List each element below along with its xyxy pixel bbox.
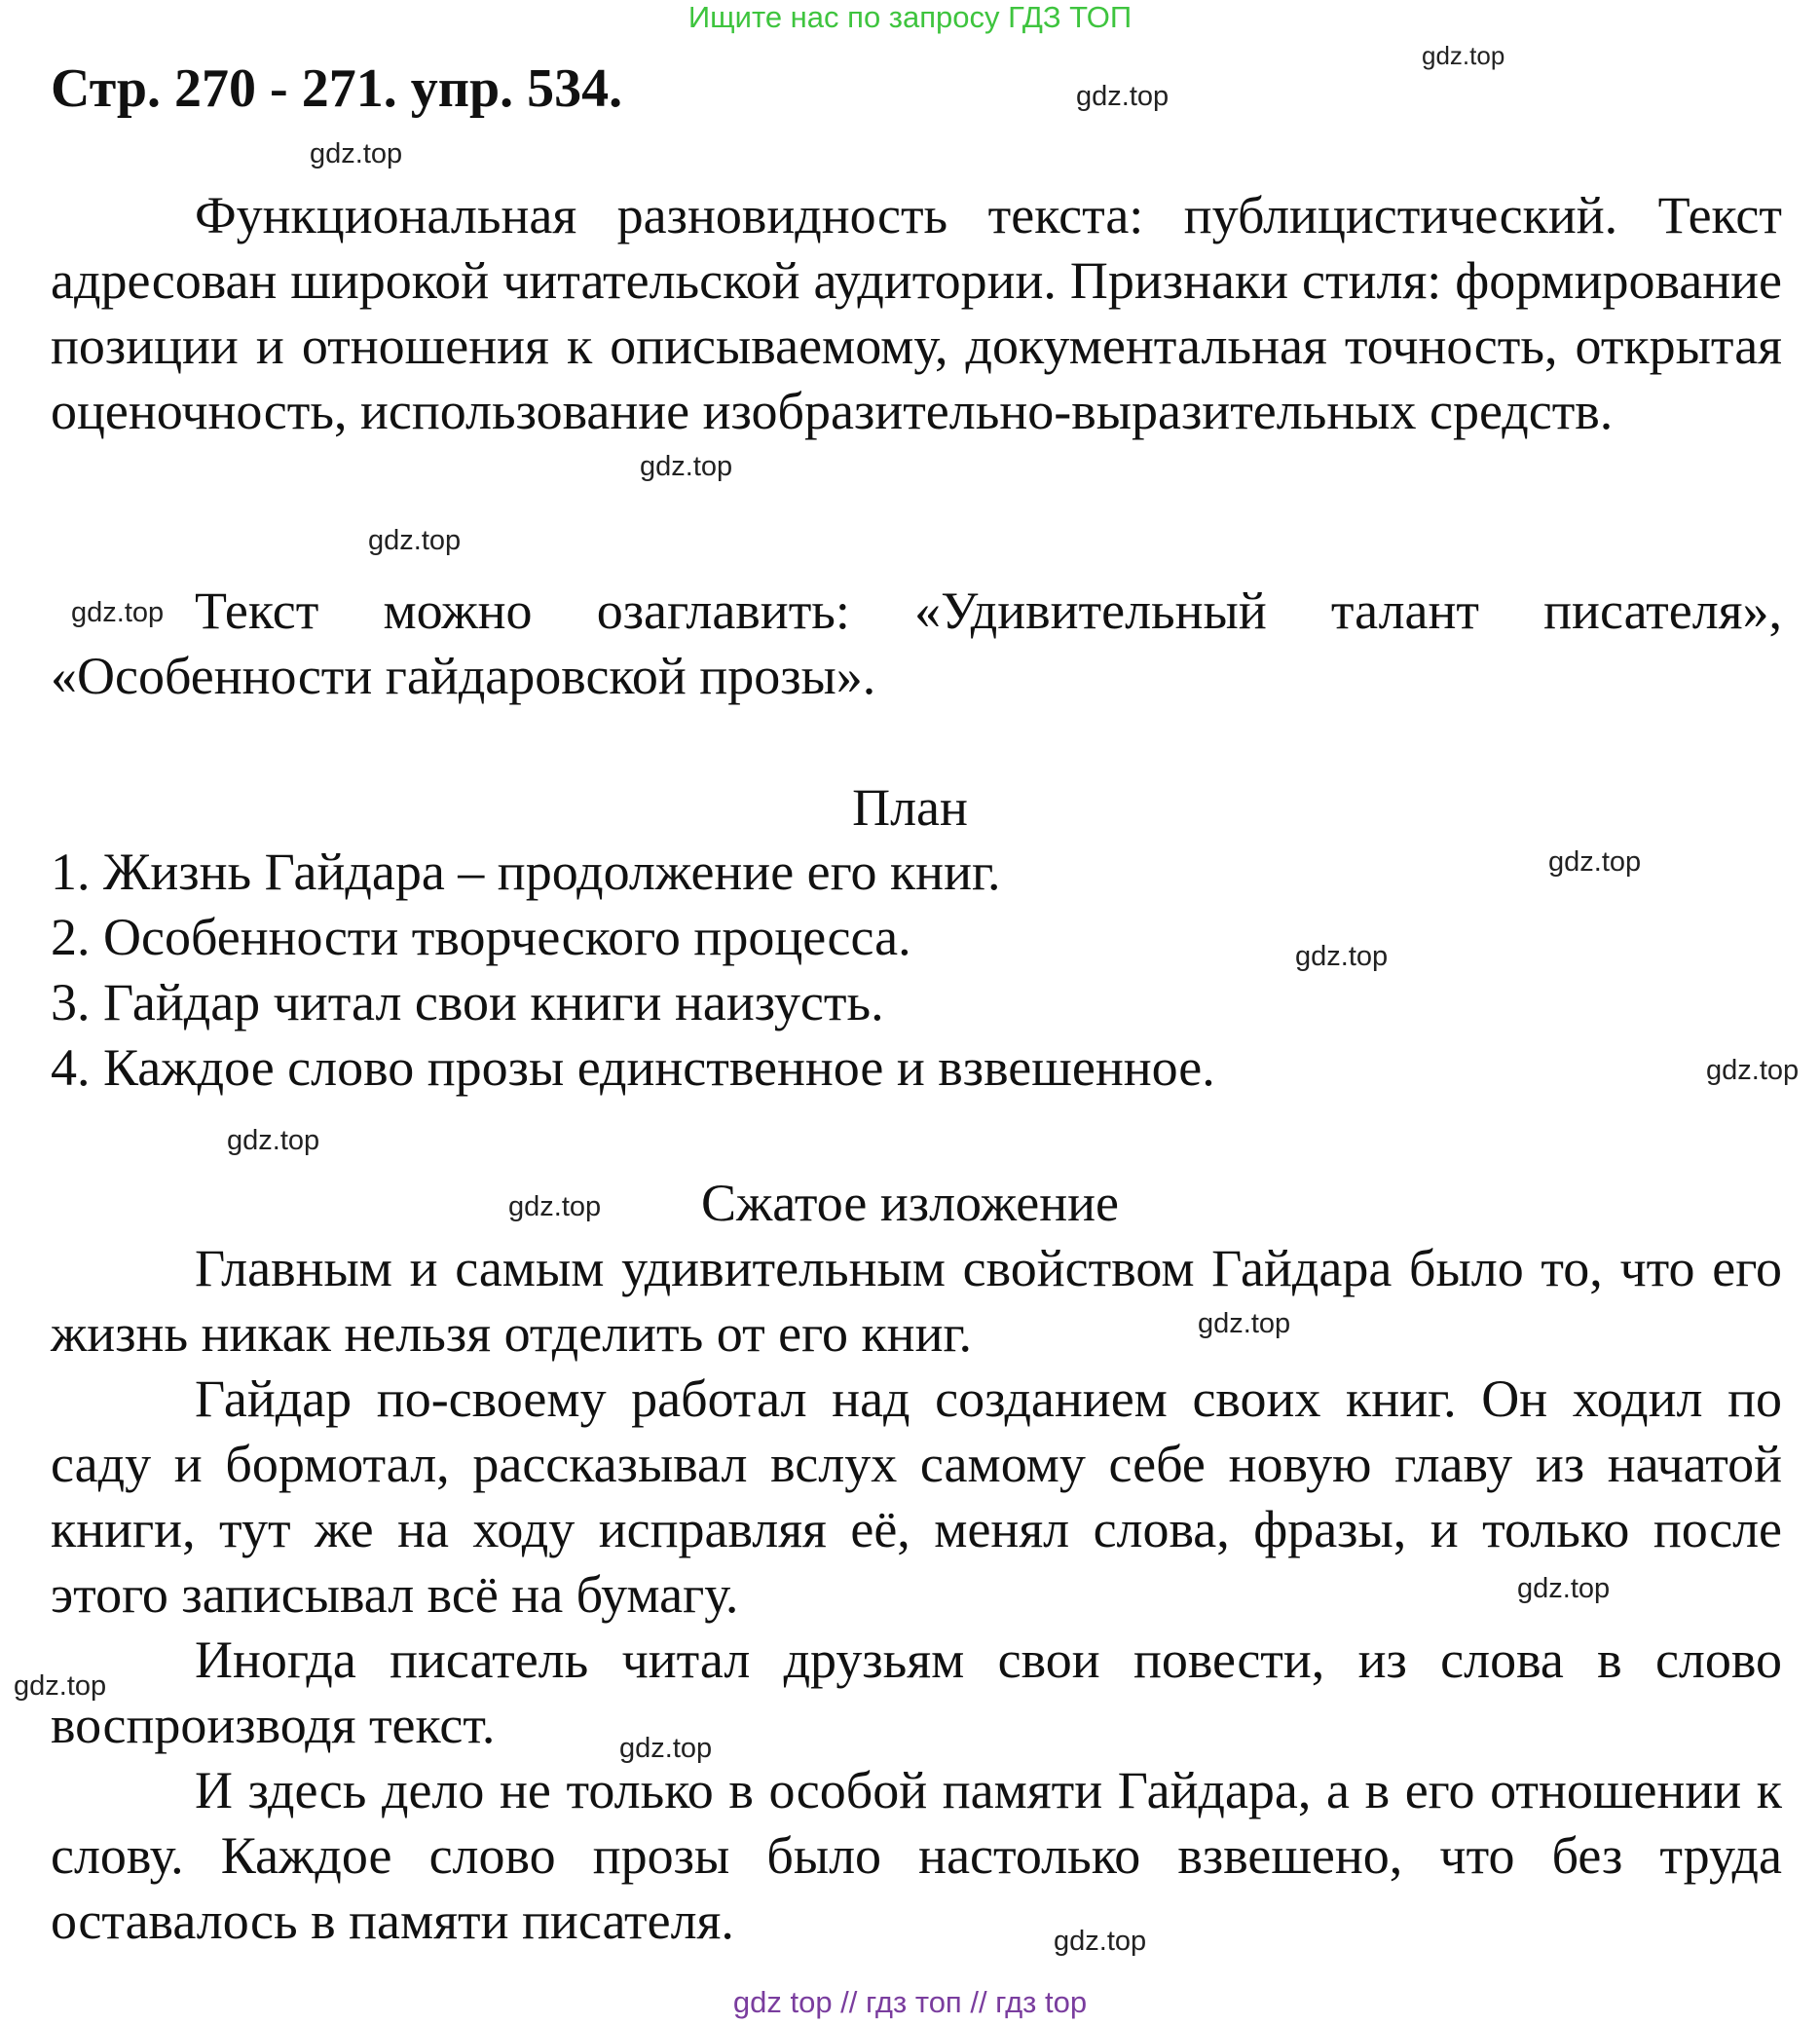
watermark: gdz.top: [1706, 1055, 1800, 1086]
watermark: gdz.top: [1198, 1308, 1291, 1339]
watermark: gdz.top: [508, 1191, 602, 1222]
plan-item: 4. Каждое слово прозы единственное и взвешенное.: [51, 1038, 1215, 1097]
plan-list: [51, 840, 1215, 1101]
footer-links[interactable]: gdz top // гдз топ // гдз top: [732, 1985, 1088, 2019]
watermark: gdz.top: [1548, 846, 1642, 878]
watermark: gdz.top: [1295, 941, 1389, 972]
intro-paragraph: Функциональная разновидность текста: публицистический. Текст адресован широкой читательской аудитории. Признаки стиля: формирование позиции и отношения к описываемому, документальная точность, открытая оценочность, использование изобразительно-выразительных средств.: [51, 186, 1782, 440]
summary-heading: Сжатое изложение: [700, 1174, 1120, 1232]
plan-item: 2. Особенности творческого процесса.: [51, 908, 911, 966]
watermark: gdz.top: [14, 1670, 107, 1702]
summary-paragraph: Гайдар по-своему работал над созданием своих книг. Он ходил по саду и бормотал, рассказывал вслух самому себе новую главу из начатой книги, тут же на ходу исправляя её, менял слова, фразы, и только после этого записывал всё на бумагу.: [51, 1369, 1782, 1624]
top-banner: Ищите нас по запросу ГДЗ ТОП: [687, 0, 1133, 34]
page-title: Стр. 270 - 271. упр. 534.: [51, 58, 623, 119]
watermark: gdz.top: [1054, 1926, 1147, 1957]
watermark: gdz.top: [640, 451, 733, 482]
watermark: gdz.top: [368, 525, 462, 556]
plan-item: 1. Жизнь Гайдара – продолжение его книг.: [51, 843, 1001, 901]
titles-paragraph: Текст можно озаглавить: «Удивительный талант писателя», «Особенности гайдаровской прозы».: [51, 581, 1782, 705]
watermark: gdz.top: [1422, 41, 1505, 70]
watermark: gdz.top: [1076, 81, 1170, 112]
summary-paragraph: И здесь дело не только в особой памяти Гайдара, а в его отношении к слову. Каждое слово прозы было настолько взвешено, что без труда оставалось в памяти писателя.: [51, 1761, 1782, 1950]
watermark: gdz.top: [619, 1733, 713, 1764]
plan-item: 3. Гайдар читал свои книги наизусть.: [51, 973, 884, 1031]
watermark: gdz.top: [227, 1125, 320, 1156]
summary-paragraph: Главным и самым удивительным свойством Гайдара было то, что его жизнь никак нельзя отделить от его книг.: [51, 1239, 1782, 1363]
plan-heading: План: [852, 778, 968, 837]
watermark: gdz.top: [71, 597, 165, 628]
watermark: gdz.top: [1517, 1573, 1611, 1604]
watermark: gdz.top: [310, 138, 403, 169]
summary-paragraph: Иногда писатель читал друзьям свои повести, из слова в слово воспроизводя текст.: [51, 1630, 1782, 1754]
